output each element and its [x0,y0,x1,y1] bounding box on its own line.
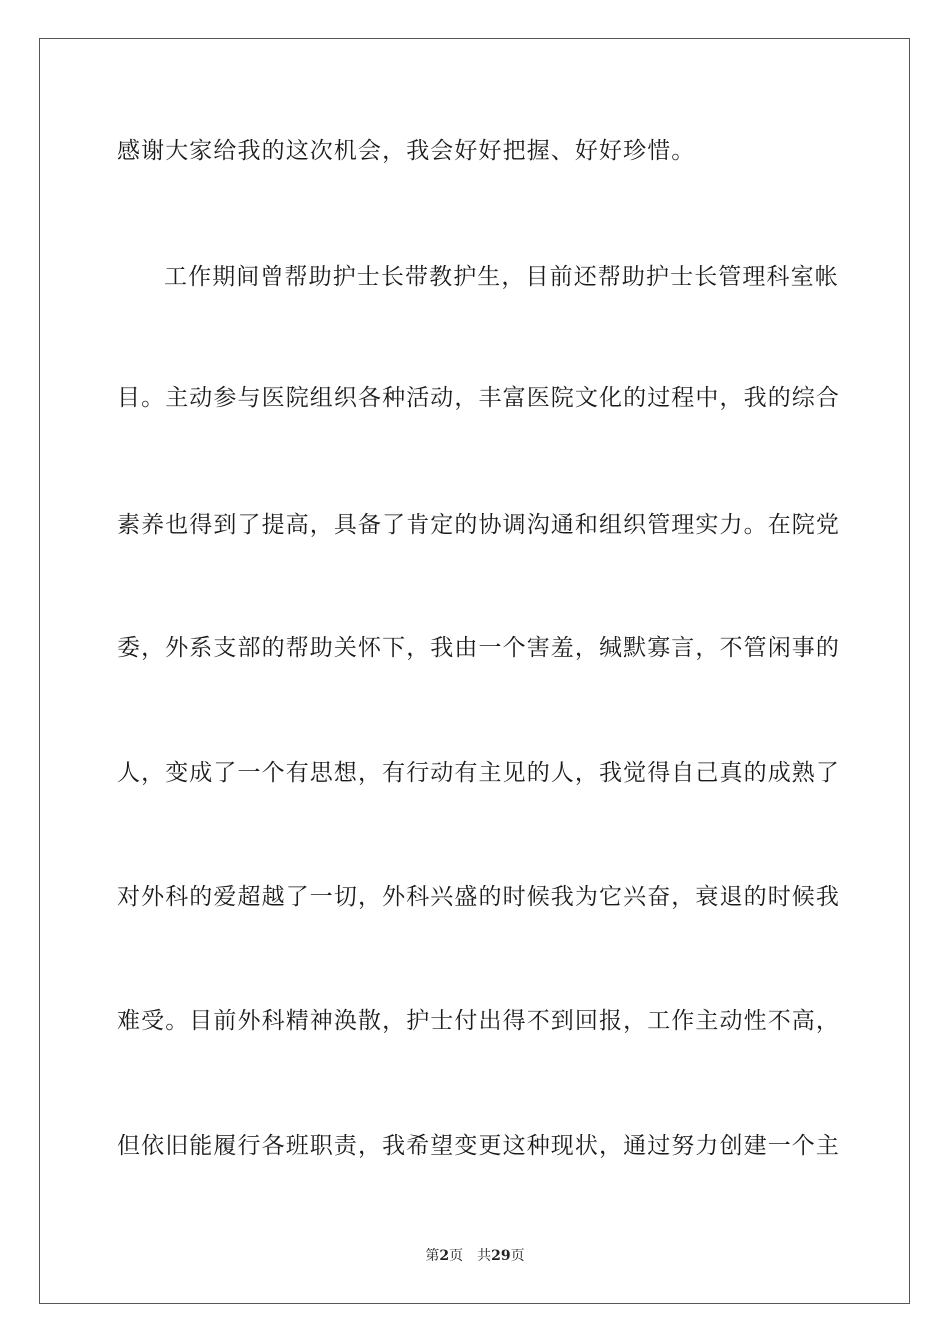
total-label-suffix: 页 [510,1248,525,1264]
body-text-line-9: 但依旧能履行各班职责，我希望变更这种现状，通过努力创建一个主 [117,1133,840,1159]
body-text-line-4: 素养也得到了提高，具备了肯定的协调沟通和组织管理实力。在院党 [117,512,840,538]
body-text-line-2: 工作期间曾帮助护士长带教护生，目前还帮助护士长管理科室帐 [164,264,839,290]
body-text-line-5: 委，外系支部的帮助关怀下，我由一个害羞，缄默寡言，不管闲事的 [117,635,840,661]
body-text-line-6: 人，变成了一个有思想，有行动有主见的人，我觉得自己真的成熟了 [117,760,840,786]
page-label-prefix: 第 [425,1248,440,1264]
body-text-line-3: 目。主动参与医院组织各种活动，丰富医院文化的过程中，我的综合 [117,385,840,411]
total-pages: 29 [491,1248,511,1264]
page-footer [0,1247,950,1265]
page-label-suffix: 页 [449,1248,464,1264]
total-label-prefix: 共 [477,1248,492,1264]
body-text-line-8: 难受。目前外科精神涣散，护士付出得不到回报，工作主动性不高， [117,1008,840,1034]
body-text-line-1: 感谢大家给我的这次机会，我会好好把握、好好珍惜。 [117,138,696,164]
page-border [39,38,910,1304]
page-number: 2 [439,1248,450,1264]
body-text-line-7: 对外科的爱超越了一切，外科兴盛的时候我为它兴奋，衰退的时候我 [117,884,840,910]
